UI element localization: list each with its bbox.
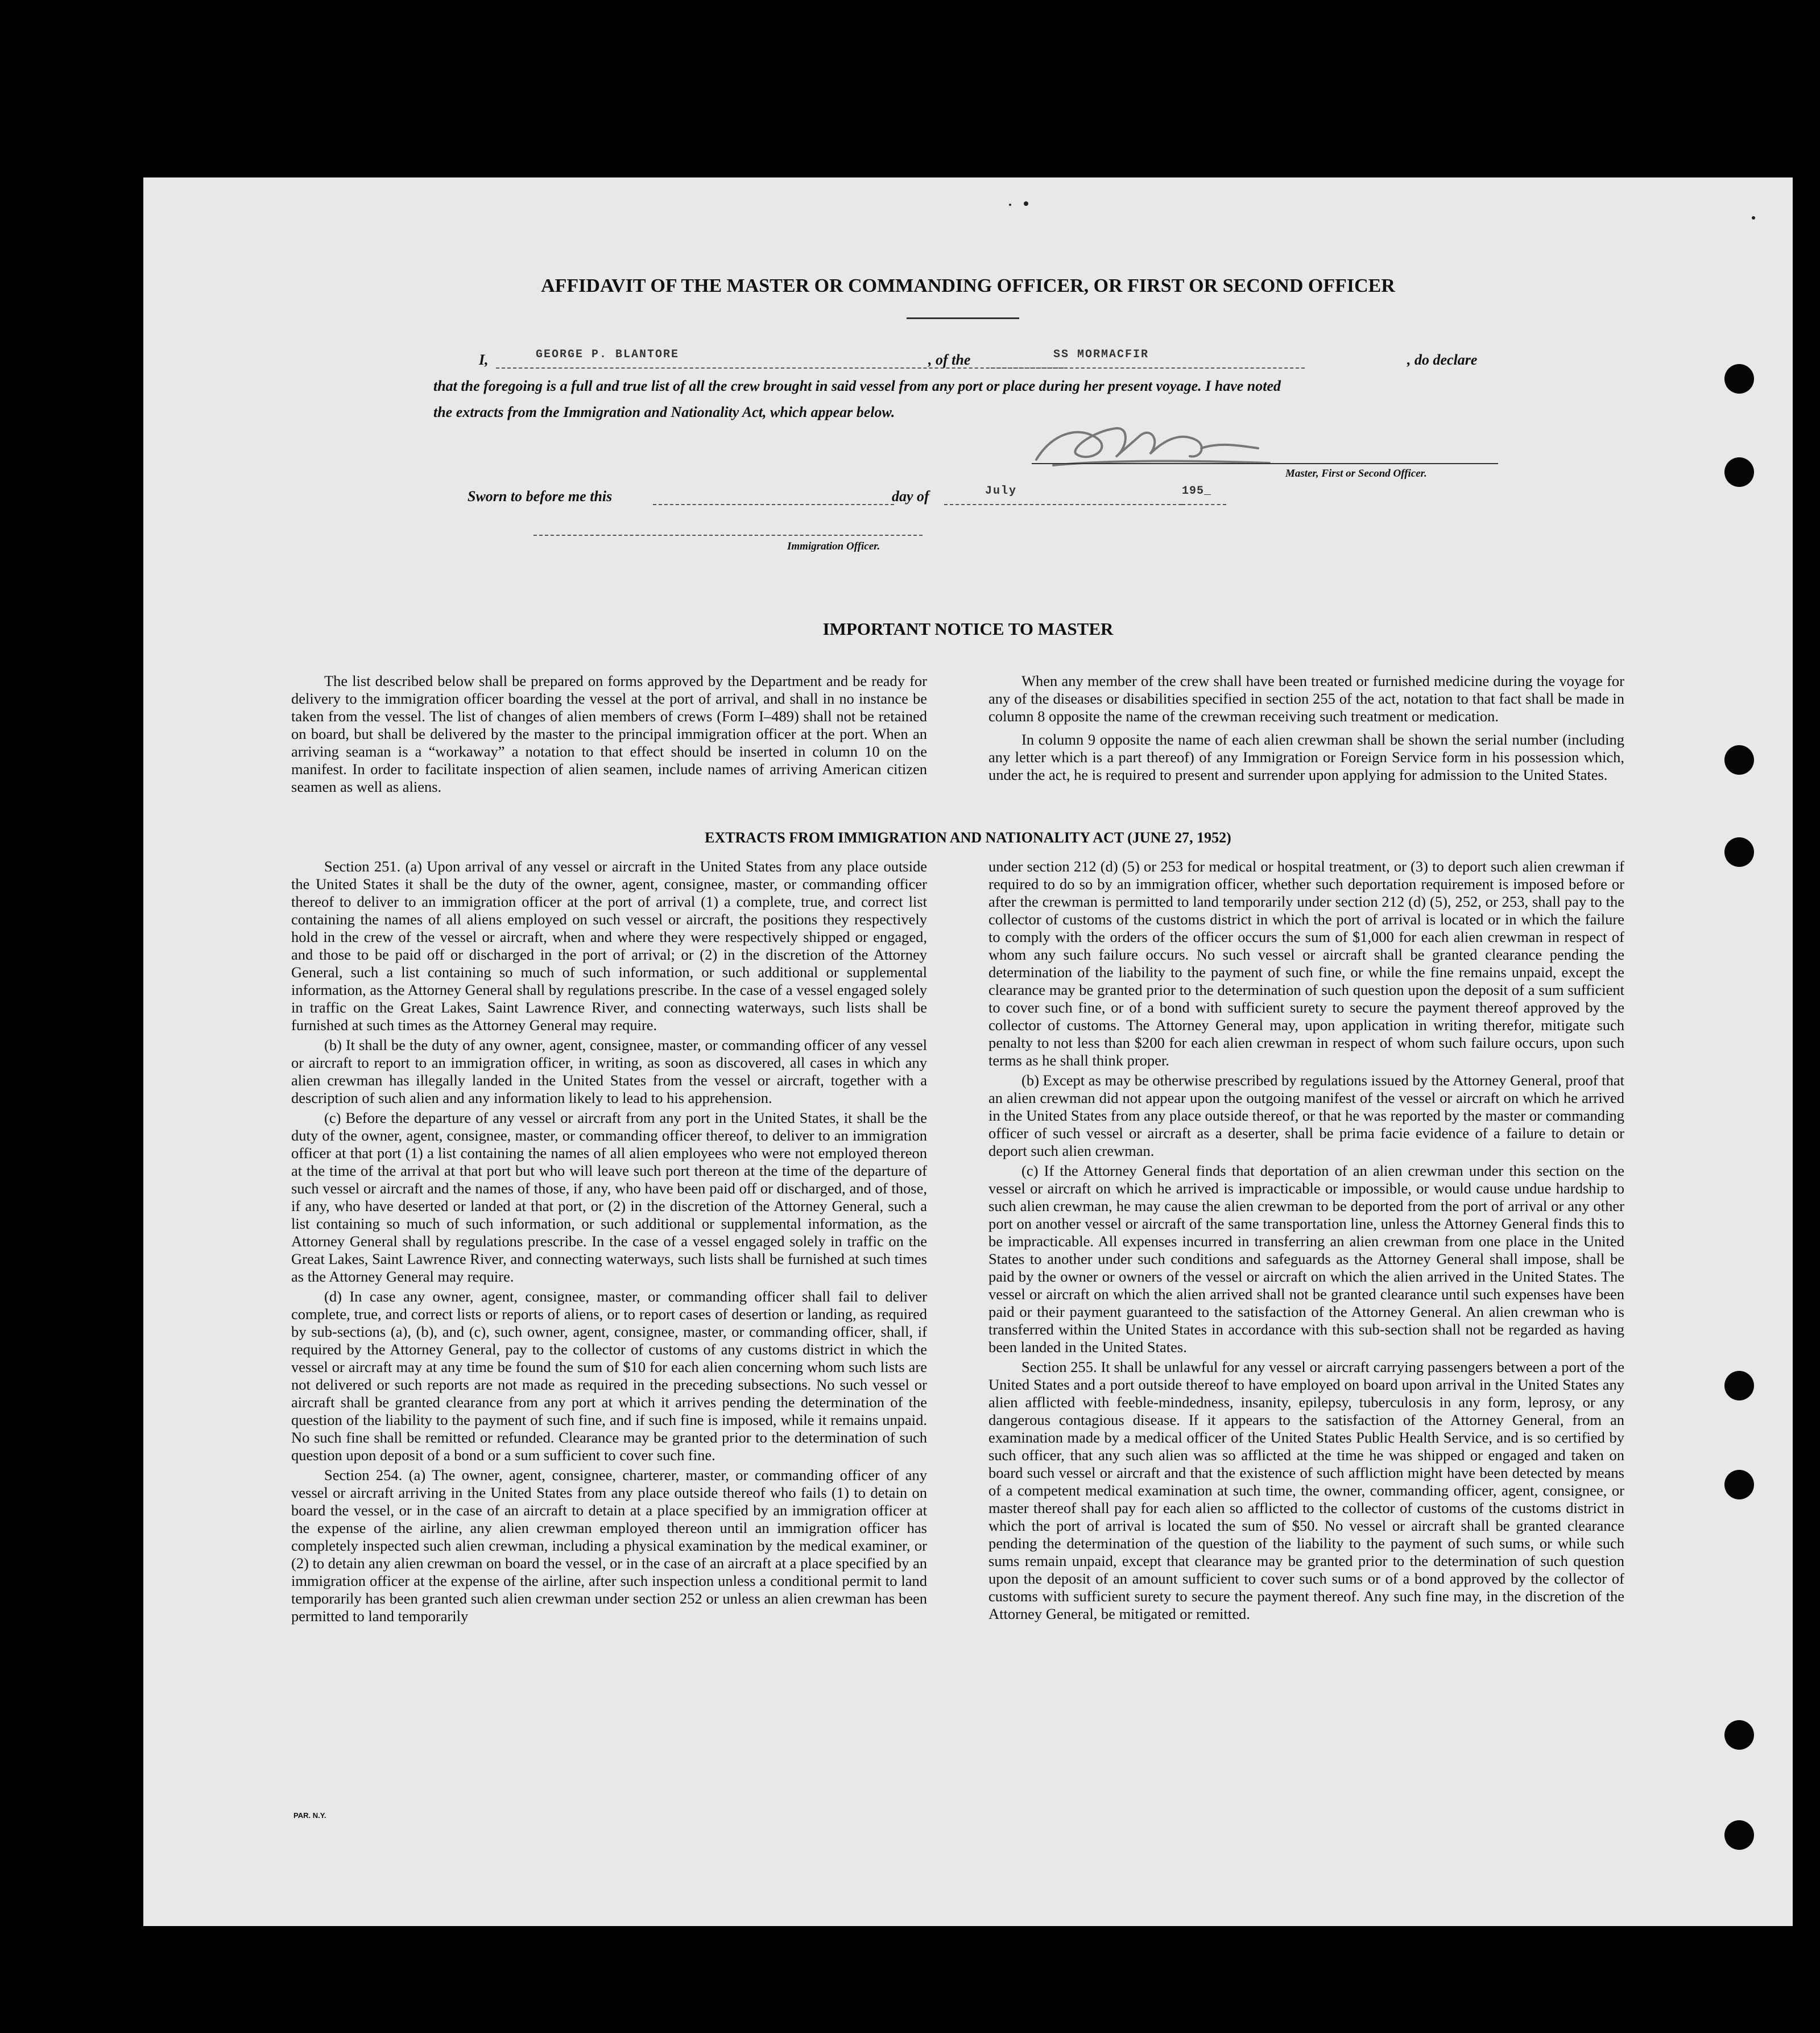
sworn-day-line — [653, 504, 894, 505]
of-the-label: , of the — [928, 352, 971, 368]
binder-hole — [1724, 1371, 1754, 1400]
signature-line — [1032, 463, 1498, 464]
name-value: GEORGE P. BLANTORE — [536, 348, 680, 361]
extracts-title: EXTRACTS FROM IMMIGRATION AND NATIONALITY ACT (JUNE 27, 1952) — [705, 829, 1231, 846]
notice-right-column — [988, 672, 1624, 786]
signature — [1031, 408, 1275, 477]
speck — [1024, 201, 1028, 206]
section-254-b: (b) Except as may be otherwise prescribed by regulations issued by the Attorney General, proof that an alien crewman did not appear upon the outgoing manifest of the vessel or aircraft on which he arrived in the United States from any place outside thereof, or that he was reported by the master or commanding officer of such vessel or aircraft as a deserter, shall be prima facie evidence of a failure to detain or deport such alien crewman. — [988, 1072, 1624, 1159]
vessel-line — [991, 367, 1305, 369]
signature-caption: Master, First or Second Officer. — [1285, 468, 1427, 480]
year-value: 195_ — [1182, 485, 1212, 498]
title-underline — [907, 317, 1019, 319]
notice-title: IMPORTANT NOTICE TO MASTER — [822, 619, 1114, 639]
binder-hole — [1724, 1470, 1754, 1499]
immigration-officer-caption: Immigration Officer. — [787, 540, 880, 552]
sworn-label: Sworn to before me this — [468, 488, 613, 505]
section-254-c: (c) If the Attorney General finds that deportation of an alien crewman under this section on the vessel or aircraft on which he arrived is impracticable or impossible, or would cause undue hardship to such alien crewman, he may cause the alien crewman to be deported from the port of arrival or any other port on another vessel or aircraft of the same transportation line, unless the Attorney General finds this to be impracticable. All expenses incurred in transferring an alien crewman from one place in the United States to another under such conditions and safeguards as the Attorney General shall impose, shall be paid by the owner or owners of the vessel or aircraft on which the alien arrived in the United States. The vessel or aircraft on which the alien arrived shall not be granted clearance until such expenses have been paid or their payment guaranteed to the satisfaction of the Attorney General. An alien crewman who is transferred within the United States in accordance with this sub-section shall not be regarded as having been landed in the United States. — [988, 1162, 1624, 1356]
section-251-d: (d) In case any owner, agent, consignee, master, or commanding officer shall fail to deliver complete, true, and correct lists or reports of aliens, or to report cases of desertion or landing, as required by sub-sections (a), (b), and (c), such owner, agent, consignee, master, or commanding officer, shall, if required by the Attorney General, pay to the collector of customs of any customs district in which the vessel or aircraft may at any time be found the sum of $10 for each alien concerning whom such lists are not delivered or such reports are not made as required in the preceding subsections. No such vessel or aircraft shall be granted clearance from any port at which it arrives pending the determination of the question of the liability to the payment of such fine, and if such fine is imposed, while it remains unpaid. No such fine shall be remitted or refunded. Clearance may be granted prior to the determination of such question upon deposit of a bond or a sum sufficient to cover such fine. — [291, 1288, 927, 1464]
printer-mark: PAR. N.Y. — [293, 1811, 326, 1820]
document-sheet — [143, 177, 1793, 1926]
name-line — [496, 367, 1064, 369]
do-declare-label: , do declare — [1407, 352, 1478, 368]
notice-left-paragraph: The list described below shall be prepared on forms approved by the Department and be ready for delivery to the immigration officer boarding the vessel at the port of arrival, and shall in no instance be taken from the vessel. The list of changes of alien members of crews (Form I–489) shall not be retained on board, but shall be delivered by the master to the principal immigration officer at the port. When an arriving seaman is a “workaway” a notation to that effect should be inserted in column 10 on the manifest. In order to facilitate inspection of alien seamen, include names of arriving American citizen seamen as well as aliens. — [291, 672, 927, 795]
notice-left-column — [291, 672, 927, 798]
notice-right-paragraph-2: In column 9 opposite the name of each alien crewman shall be shown the serial number (including any letter which is a part thereof) of any Immigration or Foreign Service form in his possession which, under the act, he is required to present and surrender upon applying for admission to the United States. — [988, 731, 1624, 783]
day-of-label: day of — [892, 488, 929, 505]
section-254-a: Section 254. (a) The owner, agent, consignee, charterer, master, or commanding officer of any vessel or aircraft arriving in the United States from any place outside thereof who fails (1) to detain on board the vessel, or in the case of an aircraft to detain at a place specified by an immigration officer at the expense of the airline, any alien crewman employed thereon until an immigration officer has completely inspected such alien crewman, including a physical examination by the medical examiner, or (2) to detain any alien crewman on board the vessel, or in the case of an aircraft at a place specified by an immigration officer at the expense of the airline, after such inspection unless a conditional permit to land temporarily has been granted such alien crewman under section 252 or unless an alien crewman has been permitted to land temporarily — [291, 1466, 927, 1625]
month-value: July — [985, 485, 1017, 498]
i-label: I, — [479, 352, 489, 368]
binder-hole — [1724, 364, 1754, 394]
extracts-right-column — [988, 858, 1624, 1625]
speck — [1009, 204, 1011, 206]
section-251-a: Section 251. (a) Upon arrival of any vessel or aircraft in the United States from any place outside the United States it shall be the duty of the owner, agent, consignee, master, or commanding officer thereof to deliver to an immigration officer at the port of arrival (1) a complete, true, and correct list containing the names of all aliens employed on such vessel or aircraft, the positions they respectively hold in the crew of the vessel or aircraft, when and where they were respectively shipped or engaged, and those to be paid off or discharged in the port of arrival; or (2) in the discretion of the Attorney General, such a list containing so much of such information, or such additional or supplemental information, as the Attorney General shall by regulations prescribe. In the case of a vessel engaged solely in traffic on the Great Lakes, Saint Lawrence River, and connecting waterways, such lists shall be furnished at such times as the Attorney General may require. — [291, 858, 927, 1034]
binder-hole — [1724, 1720, 1754, 1750]
section-255: Section 255. It shall be unlawful for any vessel or aircraft carrying passengers between a port of the United States and a port outside thereof to have employed on board upon arrival in the United States any alien afflicted with feeble-mindedness, insanity, epilepsy, tuberculosis in any form, leprosy, or any dangerous contagious disease. If it appears to the satisfaction of the Attorney General, from an examination made by a medical officer of the United States Public Health Service, and is so certified by such officer, that any such alien was so afflicted at the time he was shipped or engaged and taken on board such vessel or aircraft and that the existence of such affliction might have been detected by means of a competent medical examination at such time, the owner, commanding officer, agent, consignee, or master thereof shall pay for each alien so afflicted to the collector of customs of the customs district in which the port of arrival is located the sum of $50. No vessel or aircraft shall be granted clearance pending the determination of the question of the liability to the payment of such sums, or while such sums remain unpaid, except that clearance may be granted prior to the determination of such question upon the deposit of an amount sufficient to cover such sums or of a bond approved by the collector of customs with sufficient surety to secure the payment thereof. Any such fine may, in the discretion of the Attorney General, be mitigated or remitted. — [988, 1358, 1624, 1622]
speck — [1752, 216, 1755, 220]
year-line — [1182, 504, 1226, 505]
statement-line-1: that the foregoing is a full and true list of all the crew brought in said vessel from any port or place during her present voyage. I have noted — [433, 378, 1281, 394]
immigration-officer-line — [533, 535, 923, 536]
section-254-a-continued: under section 212 (d) (5) or 253 for medical or hospital treatment, or (3) to deport such alien crewman if required to do so by an immigration officer, whether such deportation requirement is imposed before or after the crewman is permitted to land temporarily under section 212 (d) (5), 252, or 253, shall pay to the collector of customs of the customs district in which the port of arrival is located or in which the failure to comply with the orders of the officer occurs the sum of $1,000 for each alien crewman in respect of whom any such failure occurs. No such vessel or aircraft shall be granted clearance pending the determination of the liability to the payment of such fine, or while the fine remains unpaid, except the clearance may be granted prior to the determination of such question upon the deposit of a sum sufficient to cover such fine, or of a bond with sufficient surety to secure the payment thereof approved by the collector of customs. The Attorney General may, upon application in writing therefor, mitigate such penalty to not less than $200 for each alien crewman in respect of whom such failure occurs, upon such terms as he shall think proper. — [988, 858, 1624, 1069]
statement-line-2: the extracts from the Immigration and Nationality Act, which appear below. — [433, 404, 895, 420]
section-251-b: (b) It shall be the duty of any owner, agent, consignee, master, or commanding officer of any vessel or aircraft to report to an immigration officer, in writing, as soon as discovered, all cases in which any alien crewman has illegally landed in the United States from the vessel or aircraft, together with a description of such alien and any information likely to lead to his apprehension. — [291, 1036, 927, 1106]
section-251-c: (c) Before the departure of any vessel or aircraft from any port in the United States, it shall be the duty of the owner, agent, consignee, master, or commanding officer thereof, to deliver to an immigration officer at that port (1) a list containing the names of all alien employees who were not employed thereon at the time of the arrival at that port but who will leave such port thereon at the time of the departure of such vessel or aircraft and the names of those, if any, who have been paid off or discharged, and of those, if any, who have deserted or landed at that port, or (2) in the discretion of the Attorney General, such a list containing so much of such information, or such additional or supplemental information, as the Attorney General shall by regulations prescribe. In the case of a vessel engaged solely in traffic on the Great Lakes, Saint Lawrence River, and connecting waterways, such lists shall be furnished at such times as the Attorney General may require. — [291, 1109, 927, 1285]
affidavit-title: AFFIDAVIT OF THE MASTER OR COMMANDING OFFICER, OR FIRST OR SECOND OFFICER — [541, 275, 1395, 296]
vessel-value: SS MORMACFIR — [1053, 348, 1149, 361]
binder-hole — [1724, 457, 1754, 487]
notice-right-paragraph-1: When any member of the crew shall have been treated or furnished medicine during the voyage for any of the diseases or disabilities specified in section 255 of the act, notation to that fact shall be made in column 8 opposite the name of the crewman receiving such treatment or medication. — [988, 672, 1624, 725]
month-line — [944, 504, 1182, 505]
extracts-left-column — [291, 858, 927, 1627]
binder-hole — [1724, 1820, 1754, 1850]
binder-hole — [1724, 745, 1754, 775]
